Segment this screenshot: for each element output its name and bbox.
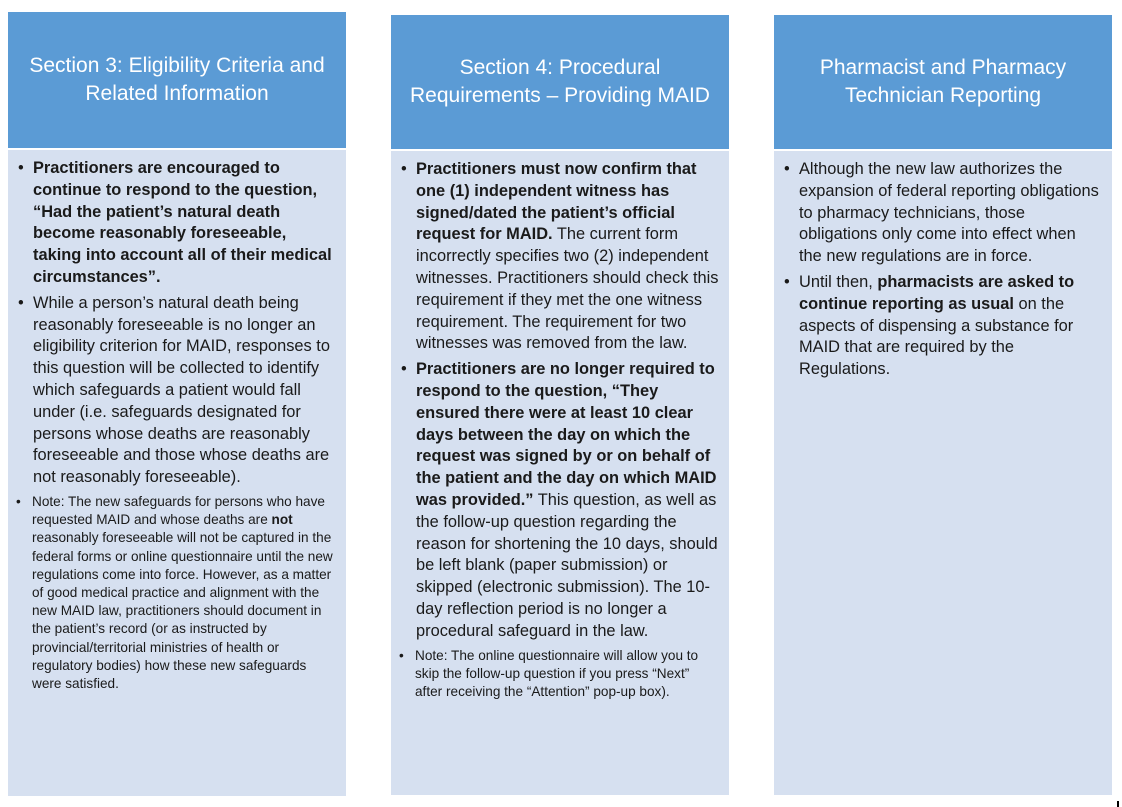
item-text: The current form incorrectly specifies two (2) independent witnesses. Practitioners should check this requirement if they met the one witness requirement. The requirement for two witnesses was removed from the law. bbox=[416, 225, 719, 353]
note-text: Note: The online questionnaire will allow you to skip the follow-up question if you press “Next” after receiving the “Attention” pop-up box). bbox=[415, 647, 699, 699]
bullet-icon: • bbox=[784, 272, 790, 291]
item-bold-text: Practitioners are no longer required to respond to the question, “They ensured there were at least 10 clear days between the day on which the request was signed by or on behalf of the patient and the day on which MAID was provided.” bbox=[416, 360, 717, 509]
note-item bbox=[399, 647, 719, 702]
section-3-panel bbox=[8, 12, 346, 796]
item-text: Until then, bbox=[799, 272, 878, 291]
item-bold-text: pharmacists are asked to continue reporting as usual bbox=[799, 272, 1075, 313]
bullet-icon: • bbox=[784, 160, 790, 178]
section-4-title: Section 4: Procedural Requirements – Providing MAID bbox=[410, 56, 710, 107]
list-item bbox=[782, 272, 1102, 381]
list-item bbox=[16, 158, 336, 289]
item-bold-text: Practitioners must now confirm that one (1) independent witness has signed/dated the patient’s official request for MAID. bbox=[416, 160, 697, 244]
section-3-header bbox=[8, 12, 346, 148]
list-item bbox=[16, 293, 336, 489]
corner-mark bbox=[1117, 801, 1119, 807]
item-bold-text: Practitioners are encouraged to continue to respond to the question, “Had the patient’s natural death become reasonably foreseeable, taking into account all of their medical circumstances”. bbox=[33, 159, 332, 286]
bullet-icon: • bbox=[18, 159, 24, 177]
note-item bbox=[16, 493, 336, 693]
bullet-icon: • bbox=[401, 160, 407, 178]
list-item bbox=[399, 359, 719, 642]
pharmacist-reporting-title: Pharmacist and Pharmacy Technician Reporting bbox=[819, 56, 1067, 107]
bullet-icon: • bbox=[16, 493, 21, 509]
section-4-body bbox=[391, 149, 729, 795]
section-3-body bbox=[8, 148, 346, 796]
bullet-icon: • bbox=[401, 360, 407, 379]
pharmacist-reporting-header bbox=[774, 15, 1112, 149]
pharmacist-reporting-panel bbox=[774, 15, 1112, 795]
item-text: While a person’s natural death being reasonably foreseeable is no longer an eligibility criterion for MAID, responses to this question will be collected to identify which safeguards a patient would fall under (i.e. safeguards designated for persons whose deaths are reasonably foreseeable and those whose deaths are not reasonably foreseeable). bbox=[33, 293, 330, 487]
section-4-panel bbox=[391, 15, 729, 795]
item-text: on the aspects of dispensing a substance for MAID that are required by the Regulations. bbox=[799, 294, 1074, 379]
list-item bbox=[399, 159, 719, 355]
bullet-icon: • bbox=[18, 293, 24, 312]
bullet-icon: • bbox=[399, 647, 404, 663]
list-item bbox=[782, 159, 1102, 268]
section-4-header bbox=[391, 15, 729, 149]
item-text: Although the new law authorizes the expansion of federal reporting obligations to pharmacy technicians, those obligations only come into effect when the new regulations are in force. bbox=[799, 160, 1099, 266]
pharmacist-reporting-body bbox=[774, 149, 1112, 795]
section-3-title: Section 3: Eligibility Criteria and Related Information bbox=[29, 54, 325, 105]
note-bold-text: not bbox=[271, 512, 293, 528]
note-text: reasonably foreseeable will not be captured in the federal forms or online questionnaire until the new regulations come into force. However, as a matter of good medical practice and alignment with the new MAID law, practitioners should document in the patient’s record (or as instructed by provincial/territorial ministries of health or regulatory bodies) how these new safeguards were satisfied. bbox=[32, 530, 333, 691]
note-text: Note: The new safeguards for persons who have requested MAID and whose deaths are bbox=[32, 493, 325, 528]
item-text: This question, as well as the follow-up question regarding the reason for shortening the 10 days, should be left blank (paper submission) or skipped (electronic submission). The 10-day reflection period is no longer a procedural safeguard in the law. bbox=[416, 490, 718, 640]
